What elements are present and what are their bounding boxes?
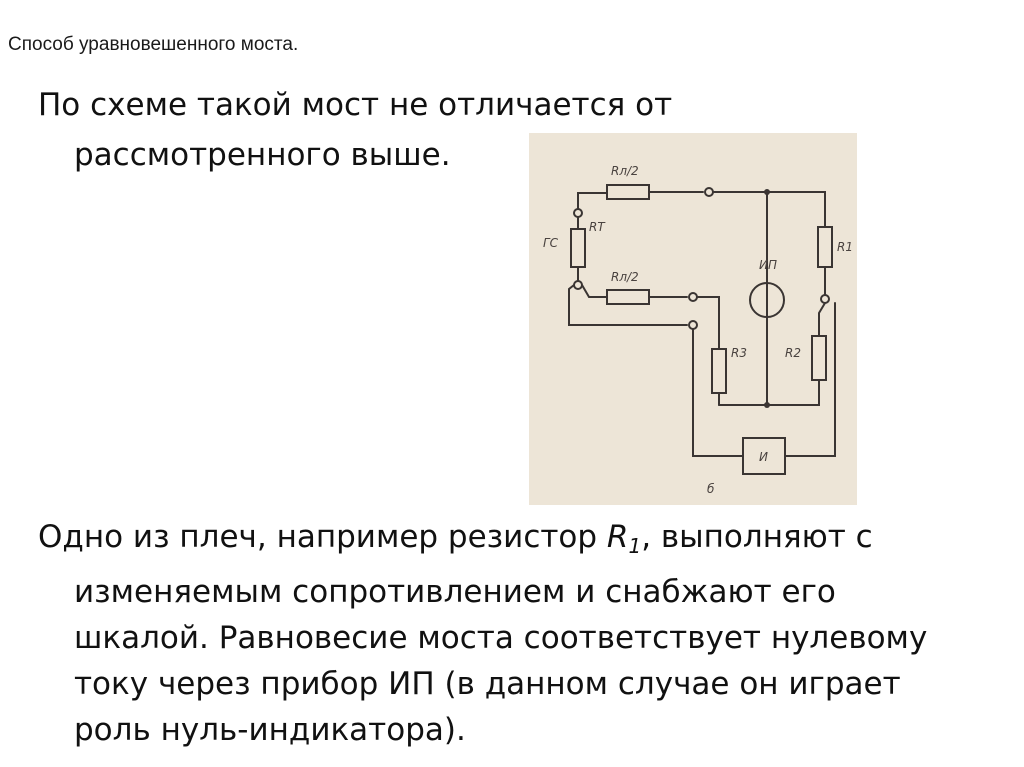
description-line-1-start: Одно из плеч, например резистор <box>38 519 607 555</box>
description-line-2: изменяемым сопротивлением и снабжают его <box>74 574 836 610</box>
label-rl-top: Rл/2 <box>611 164 639 178</box>
bridge-circuit-diagram <box>529 133 857 505</box>
wire-bottom-right <box>719 380 819 405</box>
wire-supply-right <box>785 303 835 456</box>
wire-r3-top <box>697 297 719 349</box>
intro-line-2: рассмотренного выше. <box>74 137 451 173</box>
resistor-symbol: R <box>606 519 629 555</box>
label-ip: ИП <box>759 258 777 272</box>
intro-line-1: По схеме такой мост не отличается от <box>38 87 673 123</box>
label-r1: R1 <box>837 240 853 254</box>
wire-r2-top <box>819 303 825 336</box>
description-line-5: роль нуль-индикатора). <box>74 712 466 748</box>
label-gc: ГС <box>543 236 559 250</box>
description-paragraph <box>38 514 998 753</box>
node-top <box>764 189 770 195</box>
label-rt: RT <box>589 220 605 234</box>
label-r2: R2 <box>785 346 801 360</box>
terminal-rt-top <box>574 209 582 217</box>
terminal-mid <box>689 293 697 301</box>
label-supply: И <box>759 450 768 464</box>
terminal-lower <box>689 321 697 329</box>
slide-title: Способ уравновешенного моста. <box>8 34 299 55</box>
label-rl-bottom: Rл/2 <box>611 270 639 284</box>
resistor-rl-bottom <box>607 290 649 304</box>
bridge-circuit-figure <box>529 133 857 505</box>
resistor-subscript: 1 <box>628 534 642 558</box>
resistor-r2 <box>812 336 826 380</box>
label-r3: R3 <box>731 346 747 360</box>
wire-top-left <box>578 193 607 209</box>
node-bottom <box>764 402 770 408</box>
terminal-top-1 <box>705 188 713 196</box>
node-right <box>821 295 829 303</box>
label-b: б <box>707 482 715 496</box>
resistor-r3 <box>712 349 726 393</box>
resistor-r1 <box>818 227 832 267</box>
resistor-rt <box>571 229 585 267</box>
description-line-1-end: , выполняют с <box>641 519 873 555</box>
wire-rl-bottom-left <box>582 285 607 297</box>
description-line-3: шкалой. Равновесие моста соответствует нулевому <box>74 620 928 656</box>
wire-top-right <box>713 192 825 227</box>
resistor-rl-top <box>607 185 649 199</box>
description-line-4: току через прибор ИП (в данном случае он играет <box>74 666 901 702</box>
terminal-rt-bottom <box>574 281 582 289</box>
